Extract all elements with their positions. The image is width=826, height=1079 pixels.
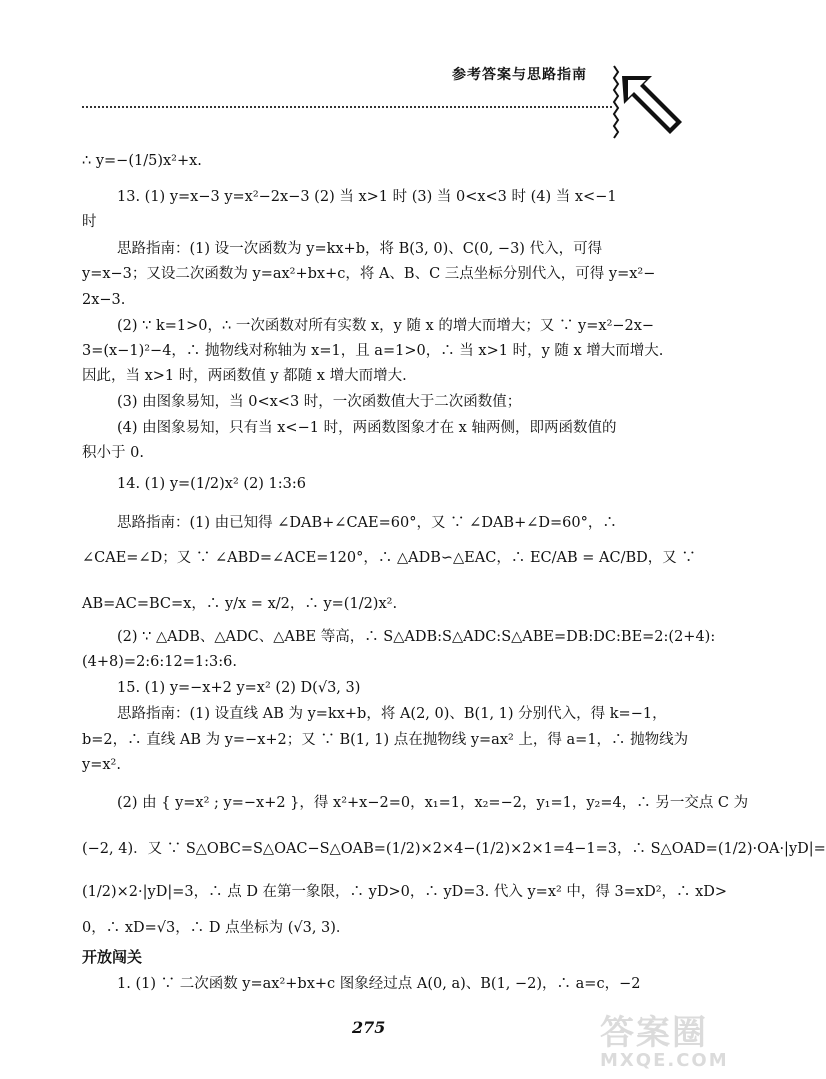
text-line: (2) 由 { y=x² ; y=−x+2 }，得 x²+x−2=0，x₁=1，x₂=−2，y₁=1，y₂=4，∴ 另一交点 C 为	[117, 795, 749, 811]
text-line: 14. (1) y=(1/2)x² (2) 1:3:6	[117, 476, 307, 492]
text-line: (2) ∵ k=1>0，∴ 一次函数对所有实数 x，y 随 x 的增大而增大；又 ∵ y=x²−2x−	[117, 318, 655, 334]
page-number: 275	[352, 1018, 386, 1037]
text-line: ∴ y=−(1/5)x²+x.	[82, 153, 202, 169]
text-line: 思路指南：(1) 由已知得 ∠DAB+∠CAE=60°，又 ∵ ∠DAB+∠D=60°，∴	[117, 515, 617, 531]
text-line: (3) 由图象易知，当 0<x<3 时，一次函数值大于二次函数值；	[117, 394, 522, 410]
watermark	[600, 1005, 740, 1070]
text-line: (1/2)×2·|yD|=3，∴ 点 D 在第一象限，∴ yD>0，∴ yD=3. 代入 y=x² 中，得 3=xD²，∴ xD>	[82, 884, 728, 900]
text-line: 3=(x−1)²−4，∴ 抛物线对称轴为 x=1，且 a=1>0，∴ 当 x>1 时，y 随 x 增大而增大.	[82, 343, 664, 359]
text-line: 思路指南：(1) 设一次函数为 y=kx+b，将 B(3, 0)、C(0, −3) 代入，可得	[117, 241, 603, 257]
text-line: 15. (1) y=−x+2 y=x² (2) D(√3, 3)	[117, 680, 361, 696]
text-line: 时	[82, 214, 97, 230]
text-line: ∠CAE=∠D；又 ∵ ∠ABD=∠ACE=120°，∴ △ADB∽△EAC，∴ EC/AB = AC/BD，又 ∵	[82, 550, 696, 566]
text-line: b=2，∴ 直线 AB 为 y=−x+2；又 ∵ B(1, 1) 点在抛物线 y=ax² 上，得 a=1，∴ 抛物线为	[82, 732, 689, 748]
text-line: 13. (1) y=x−3 y=x²−2x−3 (2) 当 x>1 时 (3) 当 0<x<3 时 (4) 当 x<−1	[117, 189, 617, 205]
text-line: 积小于 0.	[82, 445, 144, 461]
text-line: y=x−3；又设二次函数为 y=ax²+bx+c，将 A、B、C 三点坐标分别代入，可得 y=x²−	[82, 266, 656, 282]
text-line: (2) ∵ △ADB、△ADC、△ABE 等高，∴ S△ADB:S△ADC:S△ABE=DB:DC:BE=2:(2+4):	[117, 629, 716, 645]
section-title: 开放闯关	[82, 948, 143, 966]
text-line: y=x².	[82, 757, 121, 773]
watermark-url: MXQE.COM	[600, 1050, 729, 1071]
text-line: (4+8)=2:6:12=1:3:6.	[82, 654, 237, 670]
text-line: 思路指南：(1) 设直线 AB 为 y=kx+b，将 A(2, 0)、B(1, 1) 分别代入，得 k=−1，	[117, 706, 667, 722]
header-dotted-rule	[82, 106, 612, 108]
arrow-logo-icon	[608, 62, 688, 142]
text-line: AB=AC=BC=x，∴ y/x = x/2，∴ y=(1/2)x².	[82, 596, 398, 612]
watermark-logo-text: 答案圈	[600, 1013, 708, 1053]
text-line: 1. (1) ∵ 二次函数 y=ax²+bx+c 图象经过点 A(0, a)、B(1, −2)，∴ a=c，−2	[117, 976, 641, 992]
text-line: (4) 由图象易知，只有当 x<−1 时，两函数图象才在 x 轴两侧，即两函数值的	[117, 420, 617, 436]
header-title: 参考答案与思路指南	[452, 67, 587, 83]
text-line: 因此，当 x>1 时，两函数值 y 都随 x 增大而增大.	[82, 368, 407, 384]
text-line: 2x−3.	[82, 292, 126, 308]
text-line: 0，∴ xD=√3，∴ D 点坐标为 (√3, 3)．	[82, 920, 351, 936]
text-line: (−2, 4)．又 ∵ S△OBC=S△OAC−S△OAB=(1/2)×2×4−(1/2)×2×1=4−1=3，∴ S△OAD=(1/2)·OA·|yD|=	[82, 841, 826, 857]
